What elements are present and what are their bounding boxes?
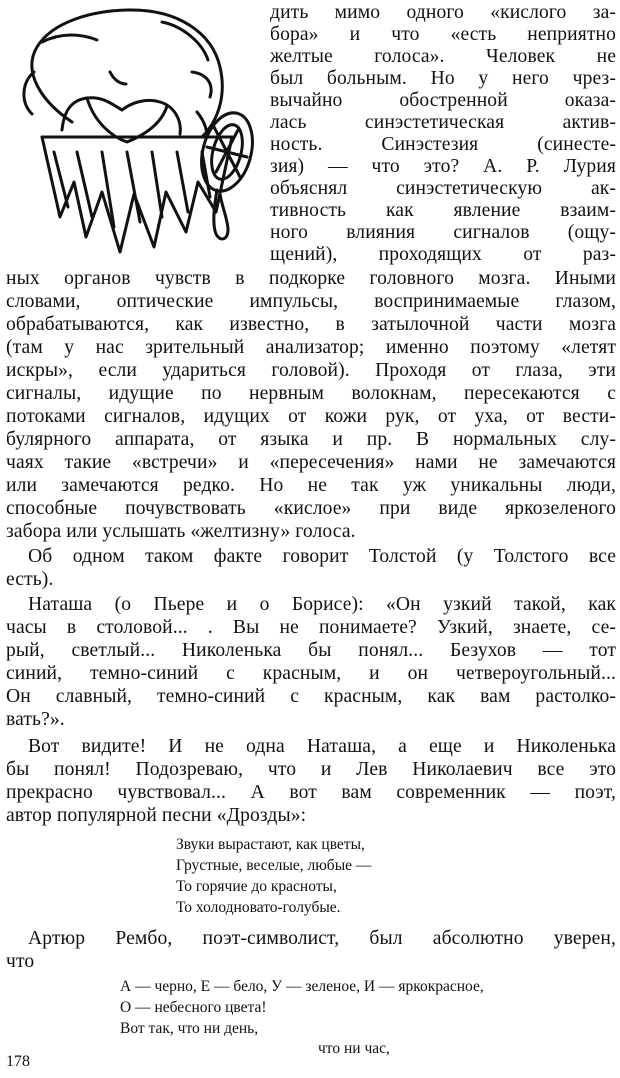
page-number: 178 [6,1053,30,1070]
text-line: забора или услышать «желтизну» голоса. [6,521,356,542]
text-line: Артюр Рембо, поэт-символист, был абсолютно уверен, [28,928,616,949]
text-line: искры», если удариться головой). Проходя от глаза, эти [6,360,616,381]
text-line: булярного аппарата, от языка и пр. В нормальных слу- [6,429,616,450]
text-line: ность. Синэстезия (синесте- [270,134,616,155]
text-line: объяснял синэстетическую ак- [270,178,616,199]
text-line: часы в столовой... . Вы не понимаете? Узкий, знаете, се- [6,617,616,638]
poem-line: Вот так, что ни день, [120,1020,259,1037]
text-line: лась синэстетическая актив- [270,112,616,133]
text-line: бы понял! Подозреваю, что и Лев Николаевич все это [6,759,616,780]
text-line: щений), проходящих от раз- [270,244,616,265]
poem-line: Звуки вырастают, как цветы, [176,836,365,853]
text-line: словами, оптические импульсы, воспринимаемые глазом, [6,291,616,312]
text-line: автор популярной песни «Дрозды»: [6,805,307,826]
text-line: обрабатываются, как известно, в затылочной части мозга [6,314,616,335]
text-line: дить мимо одного «кислого за- [270,2,616,23]
text-line: сигналы, идущие по нервным волокнам, пересекаются с [6,383,616,404]
text-line: ных органов чувств в подкорке головного мозга. Иными [6,268,616,289]
text-line: рый, светлый... Николенька бы понял... Безухов — тот [6,640,616,661]
text-line: вать?». [6,709,65,730]
poem-line: То горячие до красноты, [176,878,337,895]
text-line: зия) — что это? А. Р. Лурия [270,156,616,177]
text-line: вычайно обостренной оказа- [270,90,616,111]
text-line: Наташа (о Пьере и о Борисе): «Он узкий такой, как [28,594,616,615]
text-line: синий, темно-синий с красным, и он четвероугольный... [6,663,616,684]
synesthesia-illustration [2,2,264,274]
poem-line: А — черно, Е — бело, У — зеленое, И — яркокрасное, [120,978,484,995]
text-line: способные почувствовать «кислое» при виде яркозеленого [6,498,616,519]
text-line: или замечаются редко. Но не так уж уникальны люди, [6,475,616,496]
poem-line: что ни час, [318,1040,390,1057]
text-line: желтые голоса». Человек не [270,46,616,67]
text-line: ного влияния сигналов (ощу- [270,222,616,243]
text-line: что [6,951,35,972]
text-line: Об одном таком факте говорит Толстой (у Толстого все [28,546,616,567]
text-line: потоками сигналов, идущих от кожи рук, от уха, от вести- [6,406,616,427]
text-line: (там у нас зрительный анализатор; именно поэтому «летят [6,337,616,358]
text-line: есть). [6,569,54,590]
text-line: был больным. Но у него чрез- [270,68,616,89]
text-line: Вот видите! И не одна Наташа, а еще и Николенька [28,736,616,757]
text-line: бора» и что «есть неприятно [270,24,616,45]
poem-line: Грустные, веселые, любые — [176,857,372,874]
poem-line: О — небесного цвета! [120,999,267,1016]
poem-line: То холодновато-голубые. [176,899,341,916]
text-line: тивность как явление взаим- [270,200,616,221]
text-line: чаях такие «встречи» и «пересечения» нами не замечаются [6,452,616,473]
text-line: прекрасно чувствовал... А вот вам современник — поэт, [6,782,616,803]
text-line: Он славный, темно-синий с красным, как вам растолко- [6,686,616,707]
